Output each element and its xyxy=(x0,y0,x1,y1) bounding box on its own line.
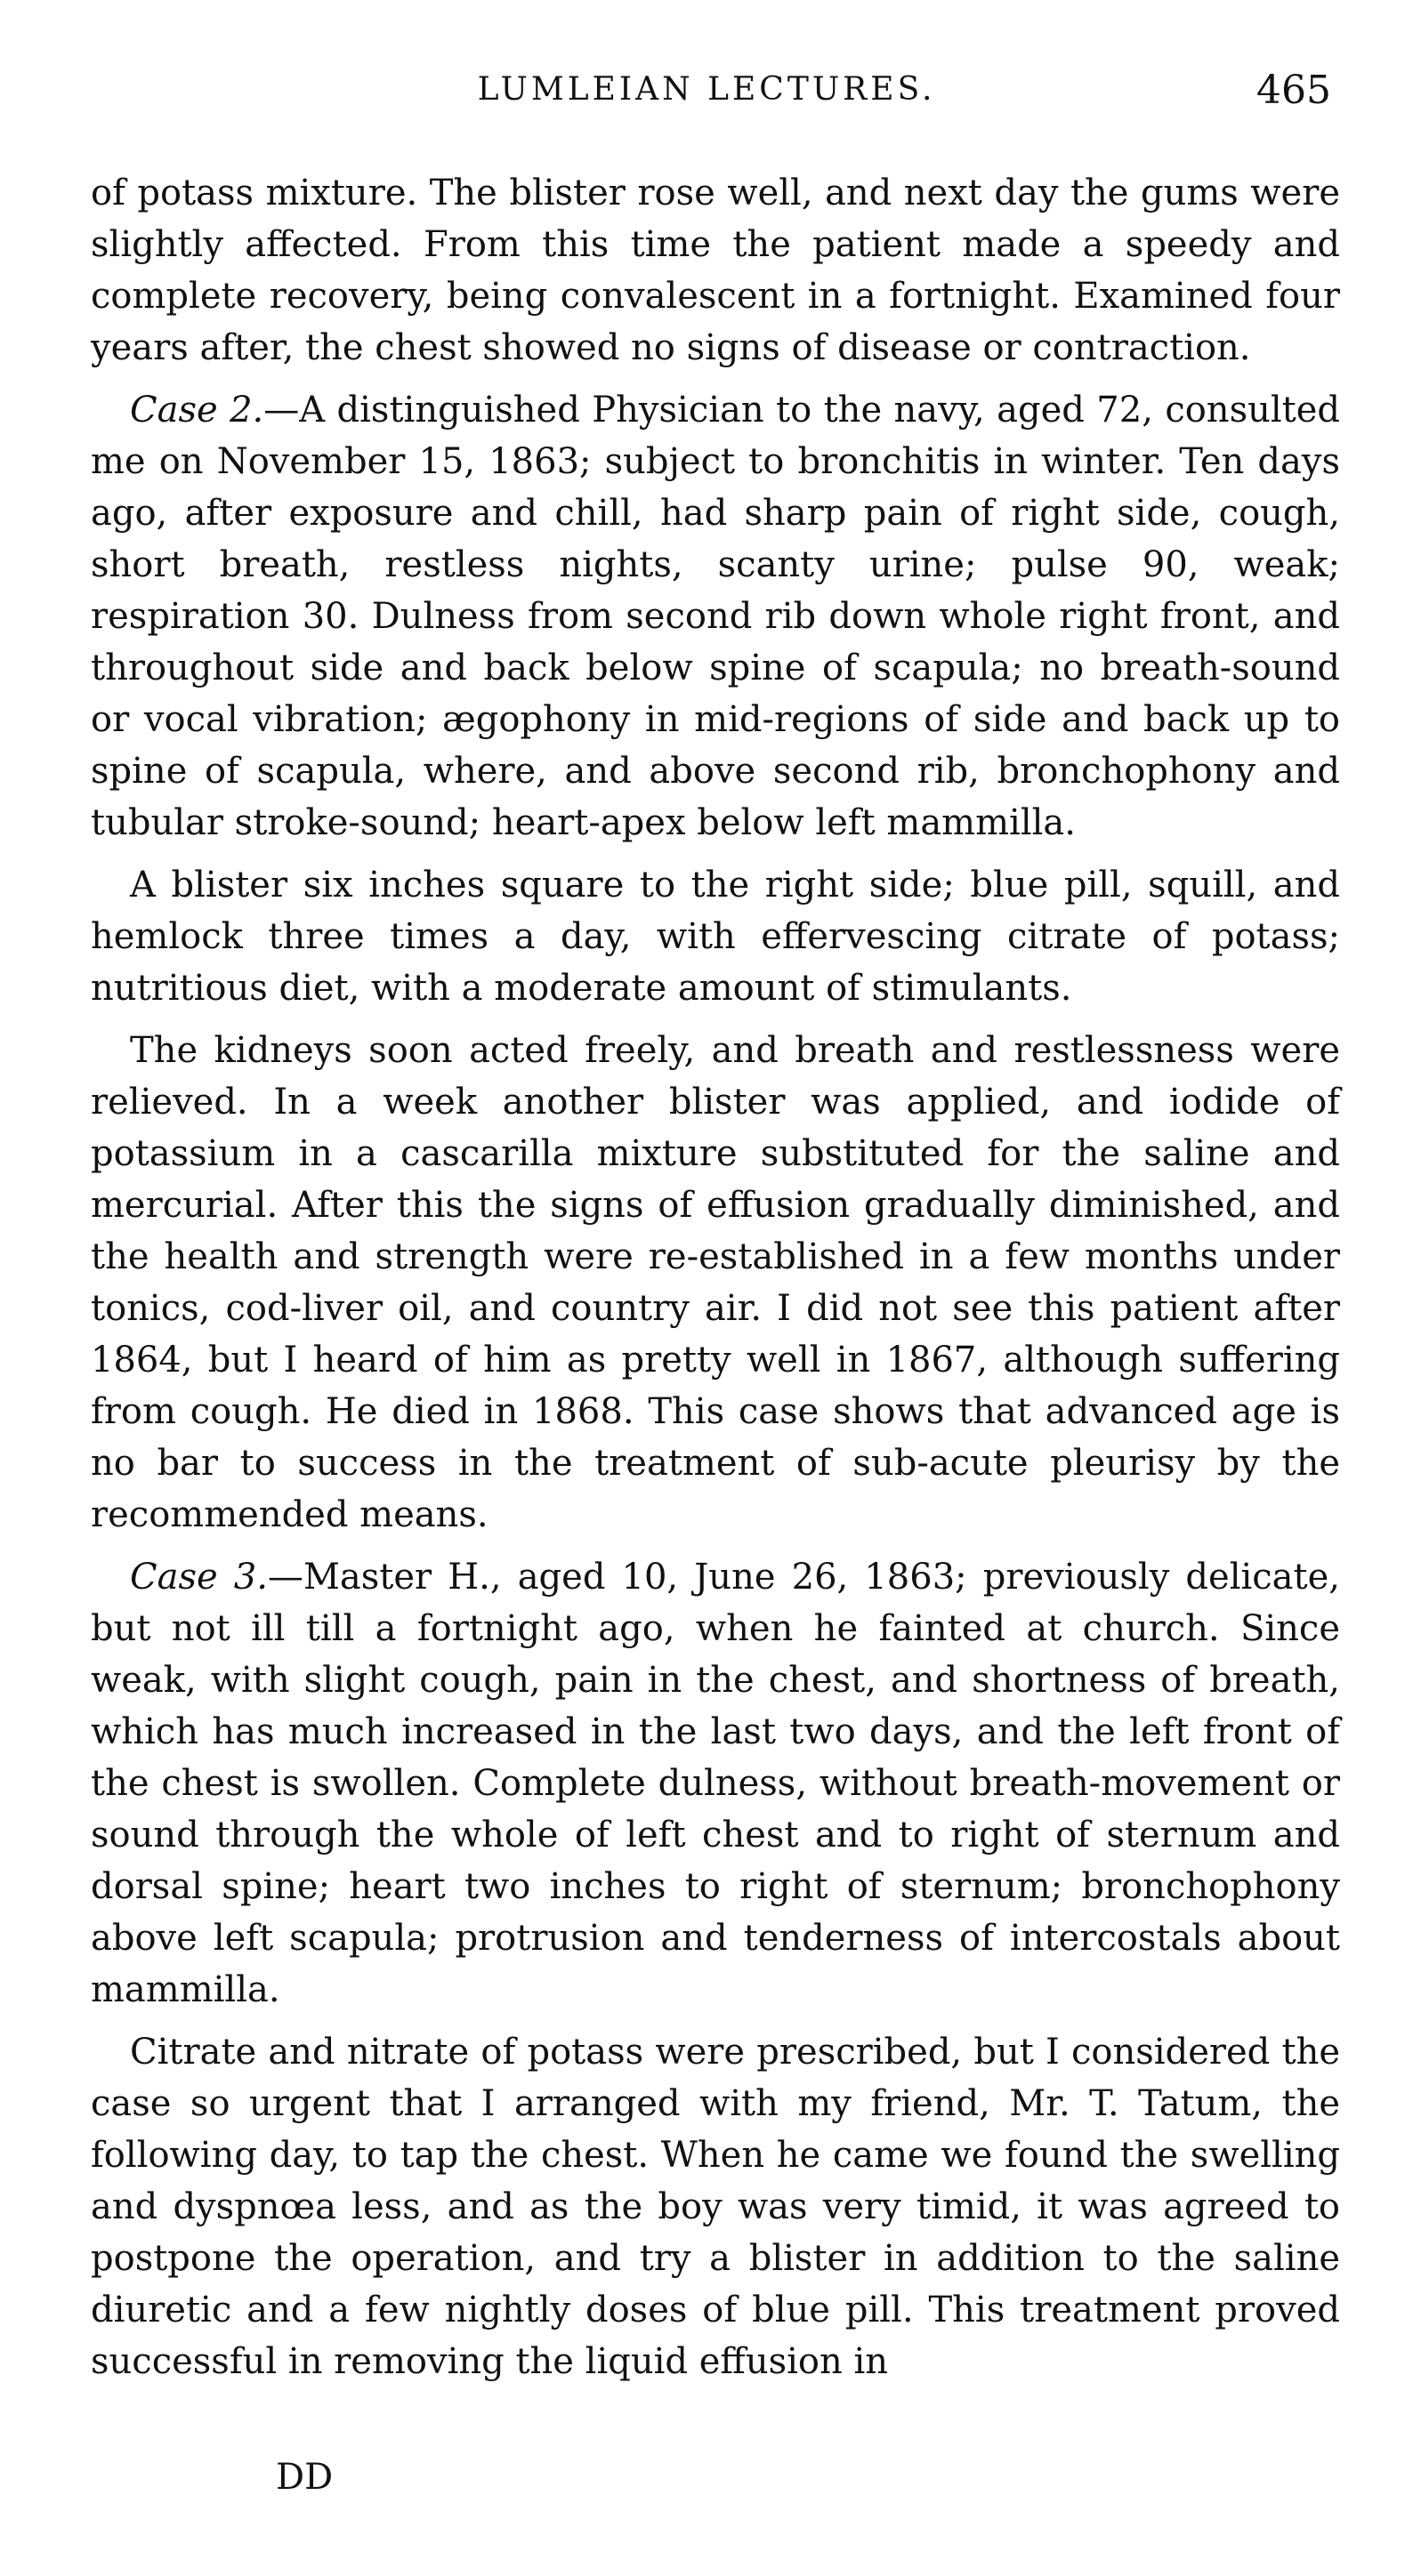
paragraph-text: —A distinguished Physician to the navy, aged 72, consulted me on November 15, 1863; subject to bronchitis in winter. Ten days ago, after exposure and chill, had sharp pain of right side, cough, short breath, restless nights, scanty urine; pulse 90, weak; respiration 30. Dulness from second rib down whole right front, and throughout side and back below spine of scapula; no breath-sound or vocal vibration; ægophony in mid-regions of side and back up to spine of scapula, where, and above second rib, bronchophony and tubular stroke-sound; heart-apex below left mammilla. xyxy=(91,390,1340,843)
paragraph xyxy=(91,859,1340,1014)
running-title: LUMLEIAN LECTURES. xyxy=(477,71,936,108)
body-text xyxy=(91,167,1340,2398)
paragraph-text: The kidneys soon acted freely, and breath and restlessness were relieved. In a week another blister was applied, and iodide of potassium in a cascarilla mixture substituted for the saline and mercurial. After this the signs of effusion gradually diminished, and the health and strength were re-established in a few months under tonics, cod-liver oil, and country air. I did not see this patient after 1864, but I heard of him as pretty well in 1867, although suffering from cough. He died in 1868. This case shows that advanced age is no bar to success in the treatment of sub-acute pleurisy by the recommended means. xyxy=(91,1030,1340,1535)
paragraph-text: Citrate and nitrate of potass were prescribed, but I considered the case so urgent that I arranged with my friend, Mr. T. Tatum, the following day, to tap the chest. When he came we found the swelling and dyspnœa less, and as the boy was very timid, it was agreed to postpone the operation, and try a blister in addition to the saline diuretic and a few nightly doses of blue pill. This treatment proved successful in removing the liquid effusion in xyxy=(91,2032,1340,2382)
paragraph xyxy=(91,1551,1340,2016)
page-number: 465 xyxy=(1256,68,1331,113)
paragraph xyxy=(91,167,1340,374)
case-label: Case 2. xyxy=(130,390,264,431)
signature-mark: DD xyxy=(276,2457,334,2498)
paragraph xyxy=(91,2026,1340,2387)
page-header xyxy=(0,68,1413,125)
paragraph-text: —Master H., aged 10, June 26, 1863; previously delicate, but not ill till a fortnight ago, when he fainted at church. Since weak, with slight cough, pain in the chest, and shortness of breath, which has much increased in the last two days, and the left front of the chest is swollen. Complete dulness, without breath-movement or sound through the whole of left chest and to right of sternum and dorsal spine; heart two inches to right of sternum; bronchophony above left scapula; protrusion and tenderness of intercostals about mammilla. xyxy=(91,1557,1340,2010)
paragraph-text: A blister six inches square to the right side; blue pill, squill, and hemlock three times a day, with effervescing citrate of potass; nutritious diet, with a moderate amount of stimulants. xyxy=(91,865,1340,1009)
case-label: Case 3. xyxy=(130,1557,268,1598)
paragraph xyxy=(91,384,1340,849)
paragraph xyxy=(91,1025,1340,1541)
paragraph-text: of potass mixture. The blister rose well, and next day the gums were slightly affected. From this time the patient made a speedy and complete recovery, being convalescent in a fortnight. Examined four years after, the chest showed no signs of disease or contraction. xyxy=(91,173,1340,368)
